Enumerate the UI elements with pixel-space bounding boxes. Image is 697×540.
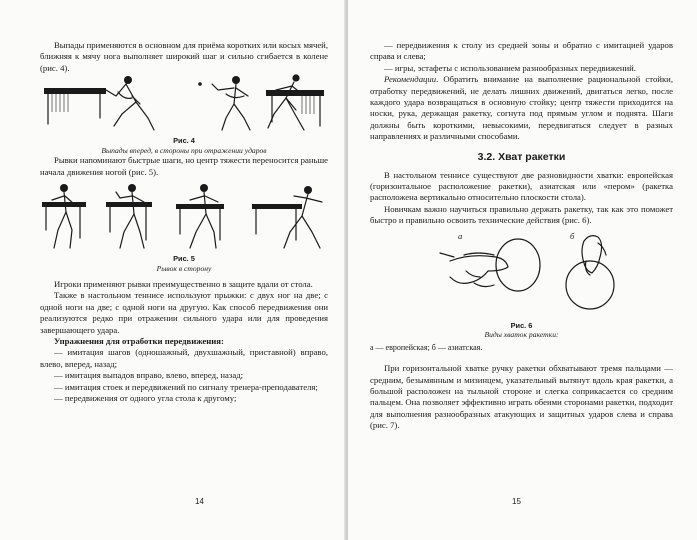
exercise-item-2: — имитация выпадов вправо, влево, вперед, назад; xyxy=(54,370,244,381)
figure-6-caption: Виды хваток ракетки: xyxy=(484,330,559,340)
figure-5-label: Рис. 5 xyxy=(173,254,195,264)
figure-4-caption-block xyxy=(40,136,328,155)
recommendations-paragraph xyxy=(370,74,673,142)
dash-sequence xyxy=(42,184,322,248)
asian-grip-drawing xyxy=(566,235,614,308)
lunge-figure-1 xyxy=(44,76,154,130)
figure-6-label: Рис. 6 xyxy=(510,320,533,330)
paragraph-dashes: Рывки напоминают быстрые шаги, но центр тяжести переносится раньше начала движения ногой (рис. 5). xyxy=(40,155,328,177)
recommendations-label: Рекомендации xyxy=(384,74,437,85)
paragraph-jumps: Также в настольном теннисе используют прыжки: с двух ног на две; с одной ноги на две; с одной ноги на другую. Как способ передвижения они реализуются редко при отражении сильного удара или для проведения завершающего удара. xyxy=(40,290,328,335)
section-title: 3.2. Хват ракетки xyxy=(477,150,566,163)
paragraph-grip-types: В настольном теннисе существуют две разновидности хватки: европейская (горизонтальное расположение ракетки), азиатская или «пером» (ракетка расположена вертикально относительно плоскости стола). xyxy=(370,169,673,203)
right-page xyxy=(348,0,697,540)
left-page xyxy=(0,0,346,540)
paragraph-beginners: Новичкам важно научиться правильно держать ракетку, так как это поможет быстро и правильно освоить технические действия (рис. 6). xyxy=(370,203,673,226)
exercises-heading: Упражнения для отработки передвижения: xyxy=(54,336,224,347)
paragraph-defense: Игроки применяют рывки преимущественно в защите вдали от стола. xyxy=(54,279,313,290)
figure-5-caption: Рывок в сторону xyxy=(156,263,212,273)
lunge-figure-3 xyxy=(266,75,324,131)
paragraph-lunges: Выпады применяются в основном для приёма коротких или косых мячей, ближняя к мячу нога выполняет широкий шаг и сильно сгибается в колене (рис. 4). xyxy=(40,40,328,73)
paragraph-horizontal-grip: При горизонтальной хватке ручку ракетки обхватывают тремя пальцами — средним, безымянным и мизинцем, указательный вытянут вдоль края ракетки, а большой расположен на тыльной стороне и слегка соприкасается со средним пальцем. Она позволяет эффективно играть обеими сторонами ракетки, подходит для выполнения разнообразных атакующих и защитных ударов слева и справа (рис. 7). xyxy=(370,363,673,431)
figure-6-legend: а — европейская; б — азиатская. xyxy=(370,342,483,352)
figure-6-caption-block xyxy=(370,321,673,340)
recommendations-text: . Обратить внимание на выполнение рациональной стойки, отработку передвижений, не делать лишних движений, двигаться легко, после каждого удара возвращаться в основную стойку; центр тяжести приходится на носки, рука, держащая ракетку, согнута под прямым углом и поднята. Шаги должны быть короткими, невысокими, передвигаться следует в разных направлениях и различными способами. xyxy=(370,74,673,142)
figure-4-caption: Выпады вперед, в стороны при отражении ударов xyxy=(101,145,267,155)
left-page-number: 14 xyxy=(195,497,204,506)
exercise-item-5: — передвижения к столу из средней зоны и обратно с имитацией ударов справа и слева; xyxy=(370,40,673,62)
exercise-item-4: — передвижения от одного угла стола к другому; xyxy=(54,393,237,404)
figure-6-label-a: а xyxy=(458,230,463,241)
figure-6-label-b: б xyxy=(570,230,575,241)
exercise-item-6: — игры, эстафеты с использованием разнообразных передвижений. xyxy=(384,62,636,73)
european-grip-drawing xyxy=(440,239,540,291)
figure-4-lunges-illustration xyxy=(40,74,328,136)
exercise-item-1: — имитация шагов (одношажный, двухшажный, приставной) вправо, влево, вперед, назад; xyxy=(40,347,328,369)
exercise-item-3: — имитация стоек и передвижений по сигналу тренера-преподавателя; xyxy=(54,381,318,392)
lunge-figure-2 xyxy=(198,76,250,130)
figure-5-dash-illustration xyxy=(40,178,328,254)
figure-6-container xyxy=(370,231,673,321)
figure-5-caption-block xyxy=(40,254,328,273)
right-page-number: 15 xyxy=(512,497,521,506)
figure-4-label: Рис. 4 xyxy=(173,136,195,146)
figure-6-grips-illustration xyxy=(370,231,673,321)
